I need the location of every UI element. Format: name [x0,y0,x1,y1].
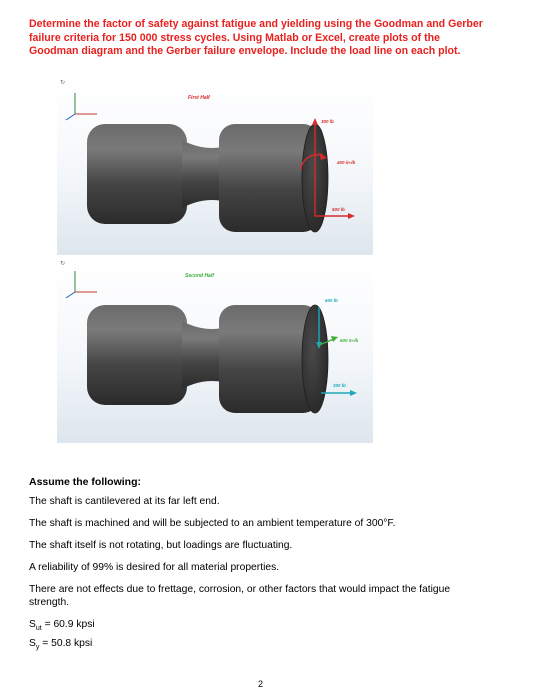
coordinate-triad-icon [66,271,97,298]
shaft-drawing-first-half [57,78,373,255]
shaft-drawing-second-half [57,259,373,443]
coordinate-triad-icon [66,93,97,120]
assumption-1: The shaft is cantilevered at its far left end. [29,496,220,507]
assumption-3: The shaft itself is not rotating, but loadings are fluctuating. [29,540,293,551]
assume-heading: Assume the following: [29,476,142,488]
assumption-5: There are not effects due to frettage, corrosion, or other factors that would impact the fatigue strength. [29,584,451,608]
assumption-4: A reliability of 99% is desired for all material properties. [29,562,280,573]
shear-load-label: 500 lb [325,298,338,303]
end-face [302,305,328,413]
axial-load-label: 300 lb [321,119,334,124]
assumption-2: The shaft is machined and will be subjected to an ambient temperature of 300°F. [29,518,396,529]
svg-text:↻: ↻ [60,79,66,86]
page-number: 2 [258,679,264,689]
property-sut: $S_{ut} = 60.9$ kpsi [29,619,95,633]
axial-load-label: 300 lb [333,383,346,388]
problem-statement: Determine the factor of safety against fatigue and yielding using the Goodman and Gerber failure criteria for 150 000 stress cycles. Using Matlab or Excel, create plots of the Goodman diagram and the Gerber failure envelope. Include the load line on each plot. [29,18,483,58]
moment-label: 400 in-lb [337,160,356,165]
left-cylinder [87,124,187,224]
left-cylinder [87,305,187,405]
figure-first-half [57,78,373,255]
moment-label: 600 in-lb [340,338,359,343]
property-sy: $S_y = 50.8$ kpsi [29,638,93,652]
figure-title: Second Half [185,273,214,279]
figure-title: First Half [188,95,210,101]
svg-text:↻: ↻ [60,260,66,267]
shear-load-label: 500 lb [332,207,345,212]
figure-second-half [57,259,373,443]
